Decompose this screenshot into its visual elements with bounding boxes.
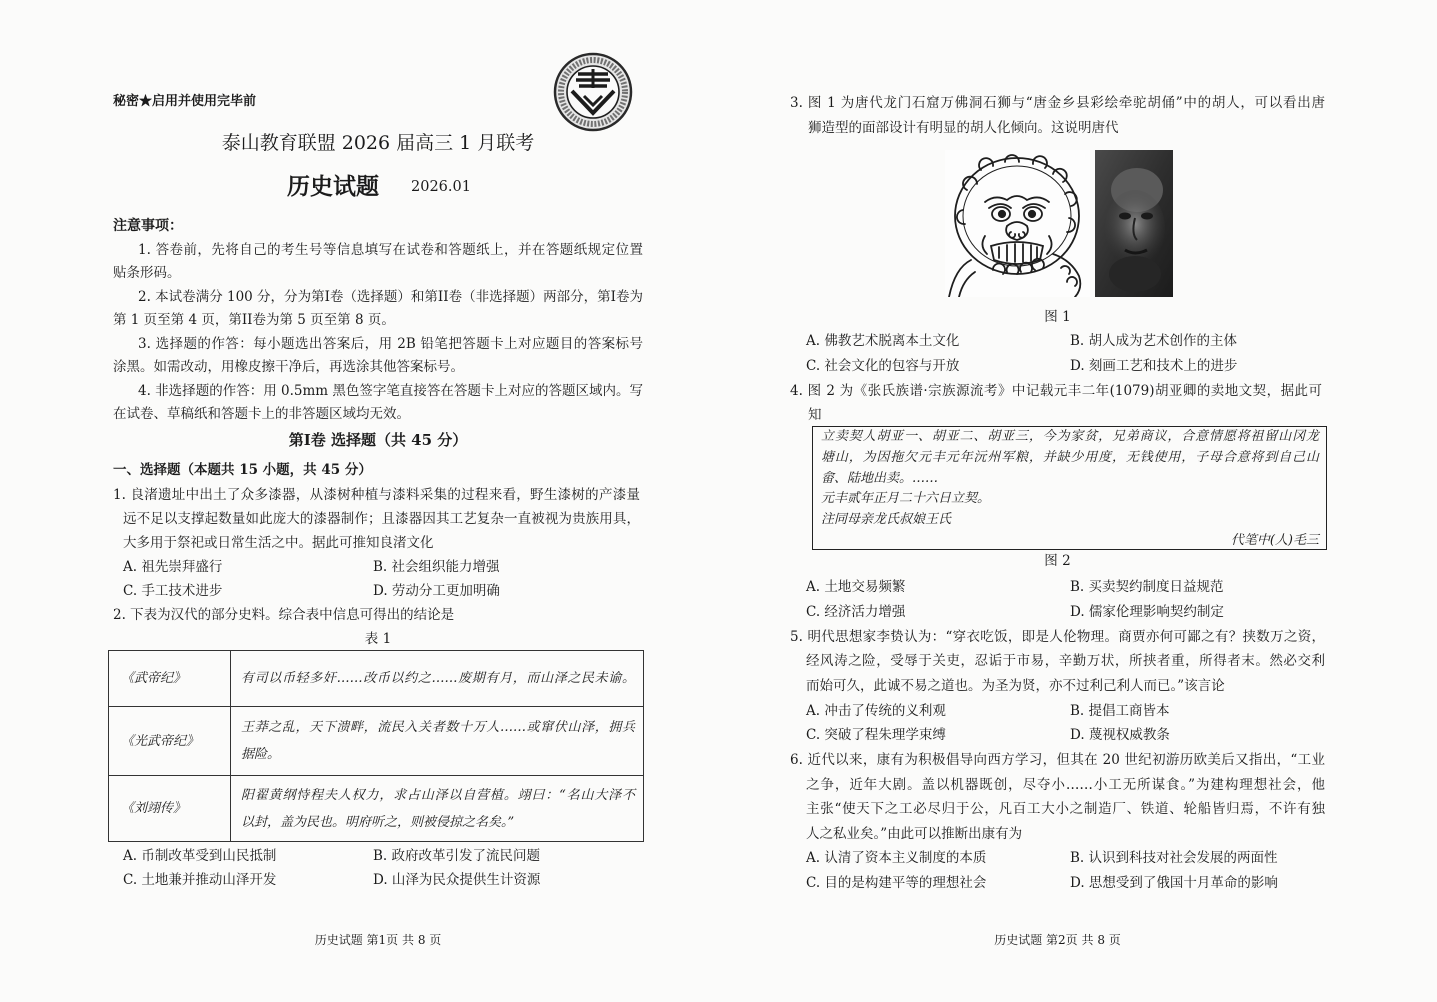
source-text-line: 阳翟黄纲恃程夫人权力，求占山泽以自营植。翊曰：“名山大泽不 [241, 787, 635, 803]
source-table [108, 650, 644, 842]
table-row [109, 776, 644, 842]
option-b: B. 胡人成为艺术创作的主体 [1070, 333, 1238, 349]
part-heading: 一、选择题（本题共 15 小题，共 45 分） [113, 462, 372, 478]
note-line: 1. 答卷前，先将自己的考生号等信息填写在试卷和答题纸上，并在答题纸规定位置 [138, 242, 643, 258]
table-cell-source [109, 776, 231, 842]
table-cell-source [109, 707, 231, 776]
question-stem-line: 远不足以支撑起数量如此庞大的漆器制作；且漆器因其工艺复杂一直被视为贵族用具， [123, 511, 640, 527]
deed-line: 立卖契人胡亚一、胡亚二、胡亚三，今为家贫，兄弟商议，合意情愿将祖留山冈龙 [821, 429, 1319, 444]
option-b: B. 买卖契约制度日益规范 [1070, 579, 1224, 595]
source-title: 《刘翊传》 [121, 801, 187, 816]
option-c: C. 突破了程朱理学束缚 [806, 727, 946, 743]
option-d: D. 蔑视权威教条 [1070, 727, 1170, 743]
option-d: D. 儒家伦理影响契约制定 [1070, 604, 1224, 620]
option-b: B. 政府改革引发了流民问题 [373, 848, 541, 864]
confidential-label: 秘密★启用并使用完毕前 [113, 94, 257, 109]
table-cell-source [109, 651, 231, 707]
source-text-line: 以封，盖为民也。明府听之，则被侵掠之名矣。” [241, 814, 515, 830]
question-stem-line: 人之私业矣。”由此可以推断出康有为 [806, 826, 1023, 842]
table-cell-text [231, 707, 644, 776]
exam-title: 泰山教育联盟 2026 届高三 1 月联考 [221, 132, 535, 154]
land-deed-box [812, 426, 1327, 550]
page-footer: 历史试题 第2页 共 8 页 [994, 933, 1121, 947]
note-line: 3. 选择题的作答：每小题选出答案后，用 2B 铅笔把答题卡上对应题目的答案标号 [138, 336, 643, 352]
deed-line: 注同母亲龙氏叔娘王氏 [821, 512, 952, 527]
option-c: C. 土地兼并推动山泽开发 [123, 872, 277, 888]
alliance-logo [553, 52, 633, 132]
note-line: 2. 本试卷满分 100 分，分为第I卷（选择题）和第II卷（非选择题）两部分，第I卷为 [138, 289, 643, 305]
option-c: C. 社会文化的包容与开放 [806, 358, 960, 374]
note-line: 在试卷、草稿纸和答题卡上的非答题区域均无效。 [113, 406, 410, 422]
note-line: 贴条形码。 [113, 265, 181, 281]
question-stem-line: 2. 下表为汉代的部分史料。综合表中信息可得出的结论是 [113, 607, 455, 623]
page-footer: 历史试题 第1页 共 8 页 [314, 933, 442, 947]
question-stem-line: 5. 明代思想家李贽认为：“穿衣吃饭，即是人伦物理。商贾亦何可鄙之有？挟数万之资， [790, 629, 1325, 645]
option-a: A. 祖先崇拜盛行 [123, 559, 223, 575]
option-d: D. 思想受到了俄国十月革命的影响 [1070, 875, 1278, 891]
option-a: A. 冲击了传统的义利观 [806, 703, 946, 719]
table-row [109, 651, 644, 707]
option-d: D. 刻画工艺和技术上的进步 [1070, 358, 1238, 374]
note-line: 涂黑。如需改动，用橡皮擦干净后，再选涂其他答案标号。 [113, 359, 464, 375]
question-stem-line: 3. 图 1 为唐代龙门石窟万佛洞石狮与“唐金乡县彩绘牵驼胡俑”中的胡人，可以看出唐 [790, 95, 1325, 111]
question-stem-line: 狮造型的面部设计有明显的胡人化倾向。这说明唐代 [808, 120, 1119, 136]
option-b: B. 社会组织能力增强 [373, 559, 500, 575]
subject-title: 历史试题 [287, 173, 379, 200]
question-stem-line: 而始可久，此诚不易之道也。为圣为贤，亦不过利己利人而已。”该言论 [806, 678, 1225, 694]
deed-line: 元丰贰年正月二十六日立契。 [821, 491, 991, 506]
hu-figurine-photo [1095, 150, 1173, 297]
source-title: 《武帝纪》 [121, 671, 187, 686]
question-stem-line: 大多用于祭祀或日常生活之中。据此可推知良渚文化 [123, 535, 434, 551]
exam-date: 2026.01 [411, 179, 471, 195]
table-caption: 表 1 [364, 631, 392, 647]
option-c: C. 手工技术进步 [123, 583, 223, 599]
question-stem-line: 6. 近代以来，康有为积极倡导向西方学习，但其在 20 世纪初游历欧美后又指出，“工业 [790, 752, 1325, 768]
table-row [109, 707, 644, 776]
notes-heading: 注意事项： [113, 218, 183, 234]
option-a: A. 认清了资本主义制度的本质 [806, 850, 987, 866]
option-c: C. 目的是构建平等的理想社会 [806, 875, 987, 891]
note-line: 4. 非选择题的作答：用 0.5mm 黑色签字笔直接答在答题卡上对应的答题区域内。写 [138, 383, 643, 399]
deed-line: 塘山，为因拖欠元丰元年沅州军粮，并缺少用度，无钱使用，子母合意将到自己山 [821, 450, 1319, 465]
question-stem-line: 之争，近年大剧。盖以机器既创，尽夺小……小工无所谋食。”为建构理想社会，他 [806, 777, 1325, 793]
option-a: A. 土地交易频繁 [806, 579, 906, 595]
question-stem-line: 1. 良渚遗址中出土了众多漆器，从漆树种植与漆料采集的过程来看，野生漆树的产漆量 [113, 487, 640, 503]
source-text-line: 有司以币轻多奸……改币以约之……废期有月，而山泽之民未谕。 [241, 671, 635, 686]
option-b: B. 认识到科技对社会发展的两面性 [1070, 850, 1278, 866]
source-text-line: 王莽之乱，天下溃畔，流民入关者数十万人……或窜伏山泽，拥兵 [241, 720, 635, 735]
option-d: D. 山泽为民众提供生计资源 [373, 872, 541, 888]
option-a: A. 佛教艺术脱离本土文化 [806, 333, 960, 349]
section-heading: 第Ⅰ卷 选择题（共 45 分） [288, 431, 468, 449]
deed-scribe-line: 代笔中(人)毛三 [1230, 533, 1319, 548]
figure-caption: 图 1 [1044, 309, 1071, 325]
note-line: 第 1 页至第 4 页，第II卷为第 5 页至第 8 页。 [113, 312, 395, 328]
figure-caption: 图 2 [1044, 553, 1071, 569]
question-stem-line: 主张“使天下之工必尽归于公，凡百工大小之制造厂、铁道、轮船皆归焉，不许有独 [806, 801, 1325, 817]
option-d: D. 劳动分工更加明确 [373, 583, 500, 599]
option-b: B. 提倡工商皆本 [1070, 703, 1170, 719]
option-a: A. 币制改革受到山民抵制 [123, 848, 277, 864]
question-stem-line: 4. 图 2 为《张氏族谱·宗族源流考》中记载元丰二年(1079)胡亚卿的卖地文契，据此可 [790, 383, 1322, 399]
table-cell-text [231, 651, 644, 707]
option-c: C. 经济活力增强 [806, 604, 906, 620]
table-cell-text [231, 776, 644, 842]
stone-lion-drawing [945, 150, 1090, 297]
source-title: 《光武帝纪》 [121, 733, 200, 749]
question-stem-line: 经风涛之险，受辱于关吏，忍诟于市易，辛勤万状，所挟者重，所得者末。然必交利 [806, 653, 1325, 669]
question-stem-line: 知 [808, 407, 822, 423]
source-text-line: 据险。 [241, 747, 281, 762]
deed-line: 畲、陆地出卖。…… [821, 471, 939, 486]
